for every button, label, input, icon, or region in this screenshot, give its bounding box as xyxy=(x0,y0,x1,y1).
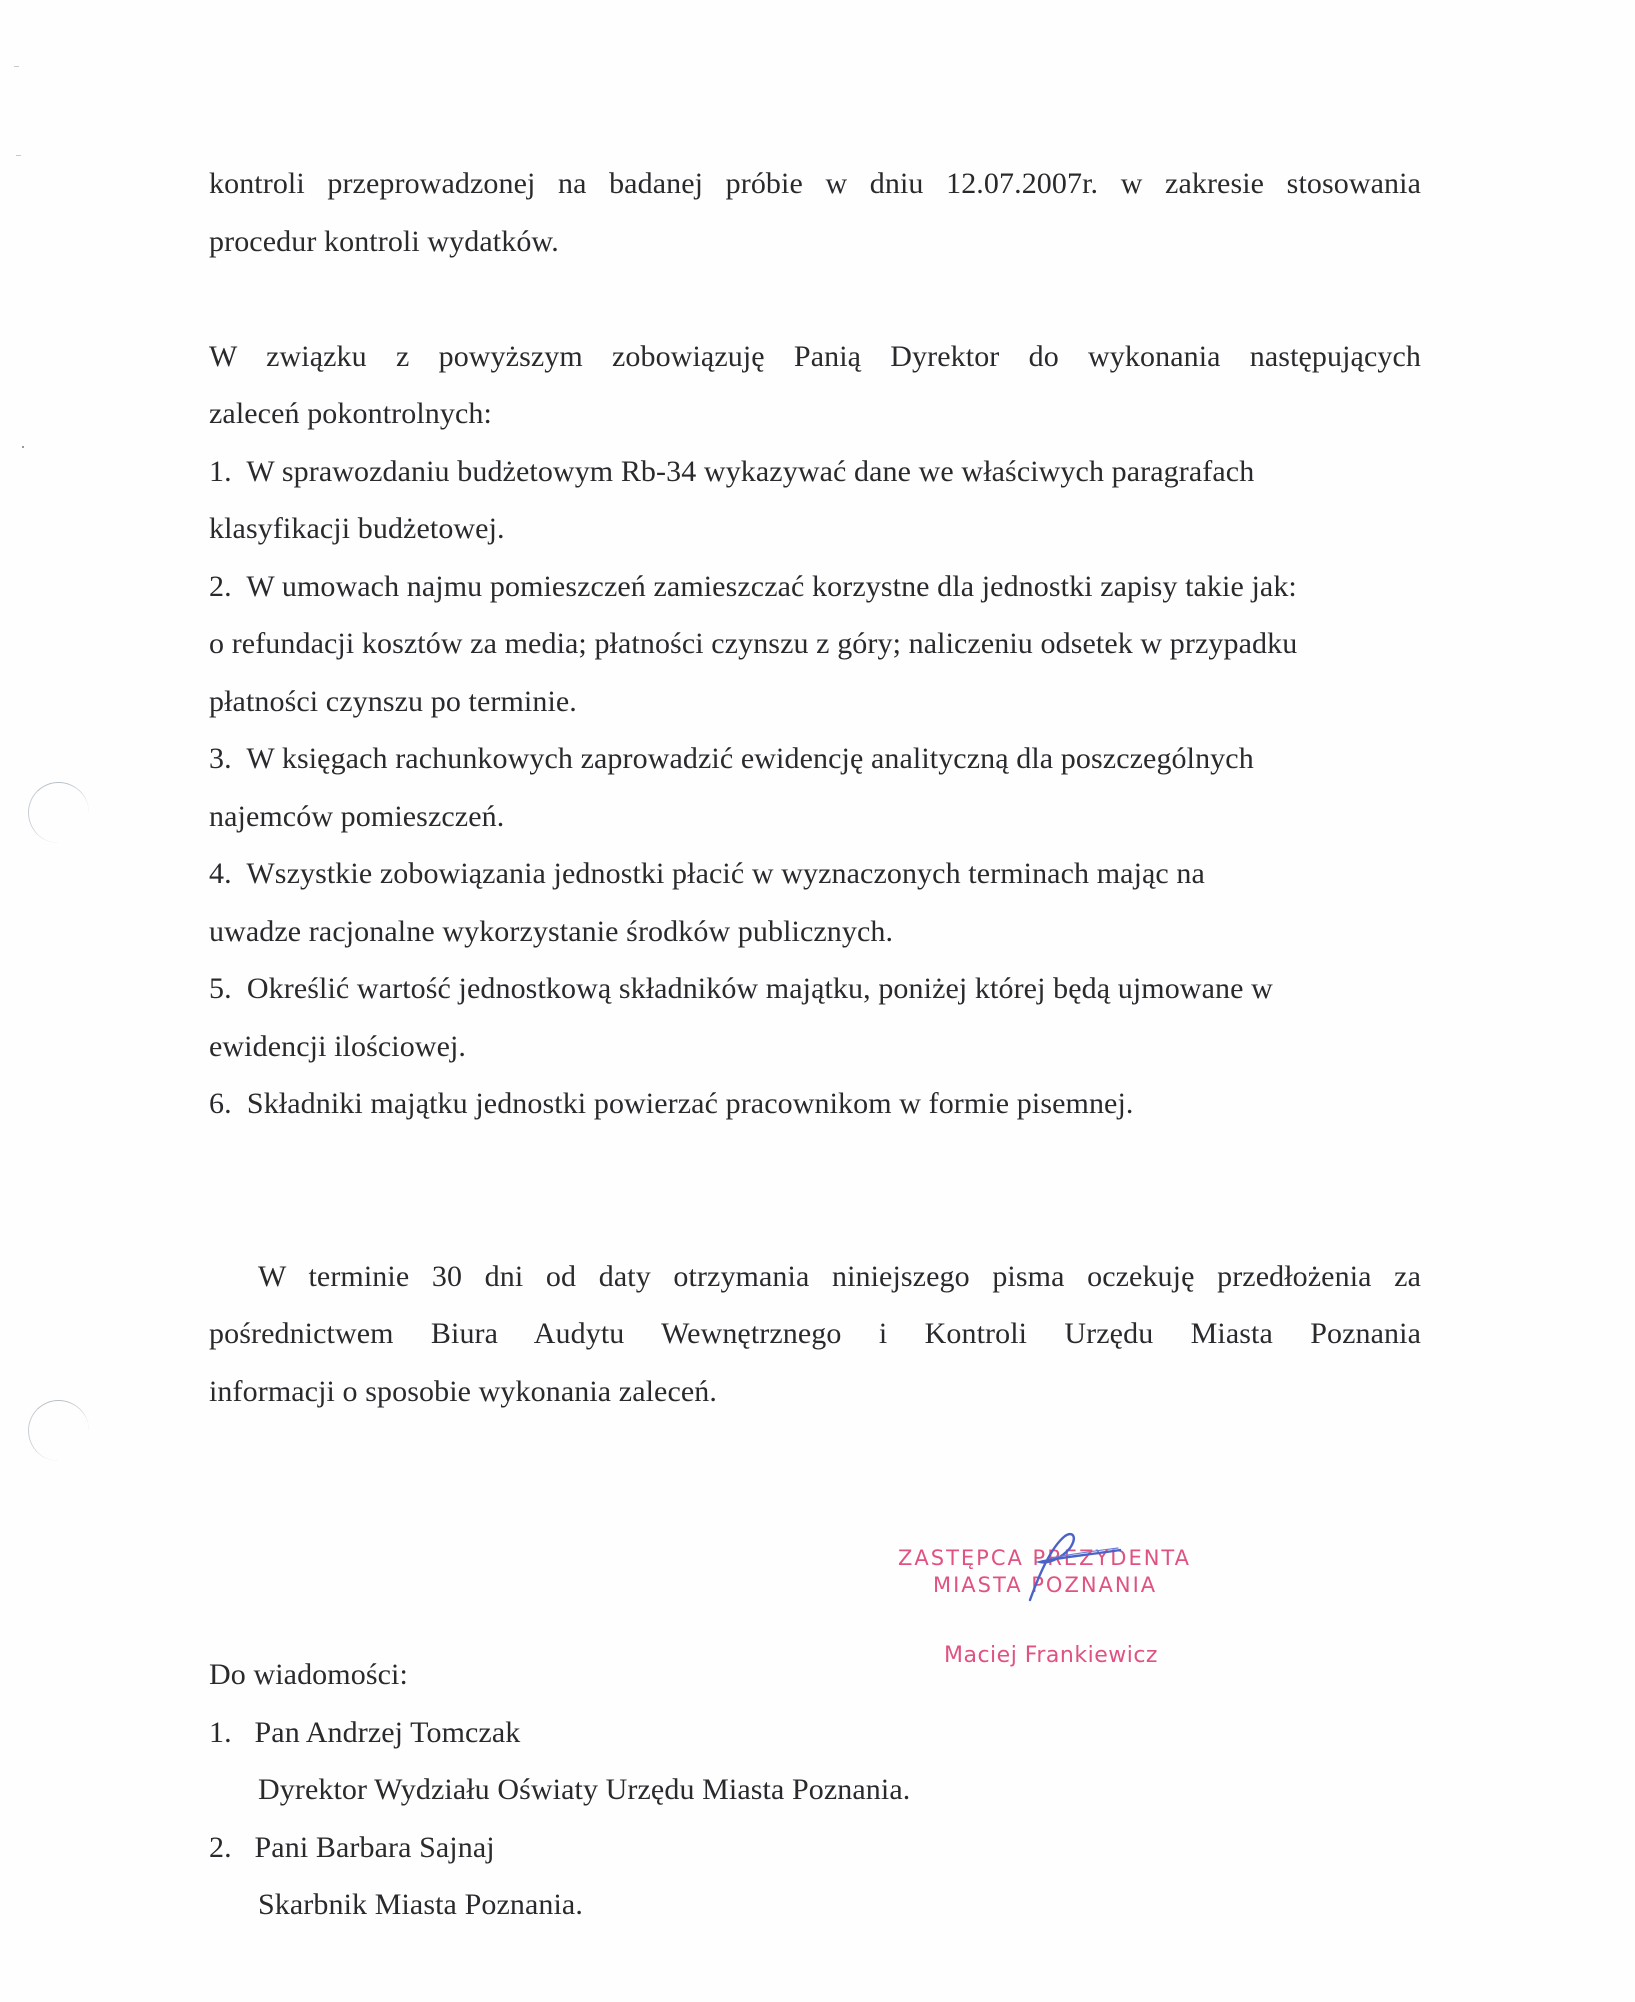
stamp-title-line-2: MIASTA POZNANIA xyxy=(933,1573,1158,1597)
recipient-name: Pani Barbara Sajnaj xyxy=(254,1831,495,1864)
deadline-line-3: informacji o sposobie wykonania zaleceń. xyxy=(209,1375,717,1408)
intro-line-2: procedur kontroli wydatków. xyxy=(209,225,559,258)
cc-heading: Do wiadomości: xyxy=(209,1658,408,1691)
item-number: 6. xyxy=(209,1087,232,1120)
recipient-name: Pan Andrzej Tomczak xyxy=(254,1716,521,1749)
scan-speck xyxy=(14,66,19,67)
recommendation-4-cont: uwadze racjonalne wykorzystanie środków publicznych. xyxy=(209,915,894,948)
scan-speck xyxy=(16,155,21,156)
cc-recipient-1 xyxy=(209,1713,520,1753)
item-number: 2. xyxy=(209,1831,232,1864)
stamp-name: Maciej Frankiewicz xyxy=(944,1643,1158,1668)
item-text: W umowach najmu pomieszczeń zamieszczać korzystne dla jednostki zapisy takie jak: xyxy=(246,570,1297,603)
item-number: 2. xyxy=(209,570,232,603)
item-text: W sprawozdaniu budżetowym Rb-34 wykazywać dane we właściwych paragrafach xyxy=(246,455,1255,488)
item-text: Określić wartość jednostkową składników majątku, poniżej której będą ujmowane w xyxy=(246,972,1273,1005)
recommendation-1-cont: klasyfikacji budżetowej. xyxy=(209,512,505,545)
obligation-line-2: zaleceń pokontrolnych: xyxy=(209,397,492,430)
scan-speck xyxy=(22,446,24,448)
handwritten-signature-icon xyxy=(1010,1528,1130,1608)
cc-recipient-1-title: Dyrektor Wydziału Oświaty Urzędu Miasta Poznania. xyxy=(258,1773,911,1806)
recommendation-5-cont: ewidencji ilościowej. xyxy=(209,1030,467,1063)
item-text: Wszystkie zobowiązania jednostki płacić w wyznaczonych terminach mając na xyxy=(246,857,1205,890)
recommendation-6 xyxy=(209,1084,1134,1124)
recommendation-2 xyxy=(209,567,1297,607)
recommendation-5 xyxy=(209,969,1273,1009)
item-number: 1. xyxy=(209,1716,232,1749)
punch-hole-mark xyxy=(28,782,89,843)
cc-recipient-2-title: Skarbnik Miasta Poznania. xyxy=(258,1888,583,1921)
deadline-line-2: pośrednictwem Biura Audytu Wewnętrznego i Kontroli Urzędu Miasta Poznania xyxy=(209,1317,1421,1350)
punch-hole-mark xyxy=(28,1400,89,1461)
intro-line-1: kontroli przeprowadzonej na badanej próbie w dniu 12.07.2007r. w zakresie stosowania xyxy=(209,167,1421,200)
recommendation-2-cont: o refundacji kosztów za media; płatności czynszu z góry; naliczeniu odsetek w przypadku xyxy=(209,627,1298,660)
item-number: 1. xyxy=(209,455,232,488)
item-number: 3. xyxy=(209,742,232,775)
recommendation-1 xyxy=(209,452,1254,492)
recommendation-2-cont: płatności czynszu po terminie. xyxy=(209,685,577,718)
recommendation-3 xyxy=(209,739,1254,779)
item-number: 5. xyxy=(209,972,232,1005)
cc-recipient-2 xyxy=(209,1828,495,1868)
item-number: 4. xyxy=(209,857,232,890)
obligation-line-1: W związku z powyższym zobowiązuję Panią Dyrektor do wykonania następujących xyxy=(209,340,1421,373)
item-text: Składniki majątku jednostki powierzać pracownikom w formie pisemnej. xyxy=(246,1087,1134,1120)
recommendation-3-cont: najemców pomieszczeń. xyxy=(209,800,505,833)
stamp-title-line-1: ZASTĘPCA PREZYDENTA xyxy=(898,1546,1191,1570)
recommendation-4 xyxy=(209,854,1205,894)
deadline-line-1: W terminie 30 dni od daty otrzymania niniejszego pisma oczekuję przedłożenia za xyxy=(258,1260,1421,1293)
item-text: W księgach rachunkowych zaprowadzić ewidencję analityczną dla poszczególnych xyxy=(246,742,1254,775)
